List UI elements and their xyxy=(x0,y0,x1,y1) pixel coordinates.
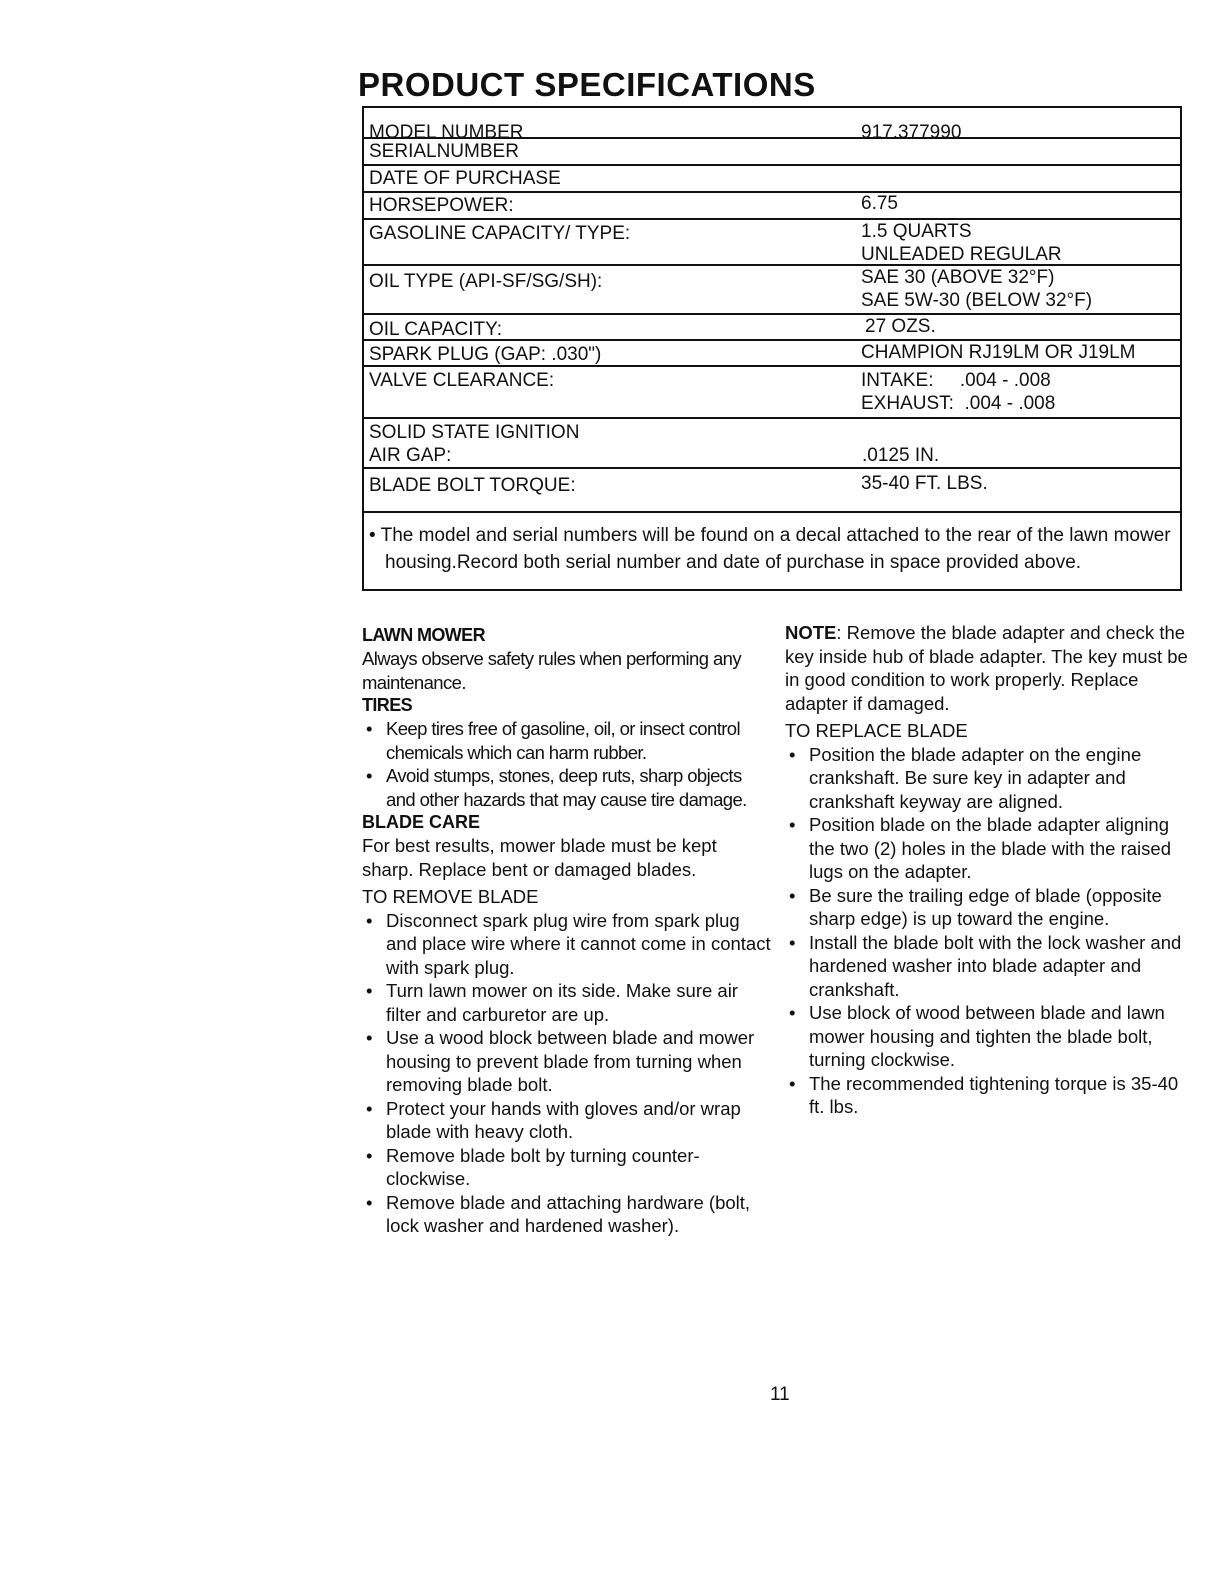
list-item: • Avoid stumps, stones, deep ruts, sharp objects and other hazards that may cause tire damage. xyxy=(362,764,772,811)
spec-value: 35-40 FT. LBS. xyxy=(861,473,988,494)
spec-label: MODEL NUMBER xyxy=(369,122,524,143)
remove-blade-list xyxy=(362,909,772,1238)
spec-value: CHAMPION RJ19LM OR J19LM xyxy=(861,342,1136,363)
spec-row-valve-clearance xyxy=(364,367,1180,419)
spec-value: 1.5 QUARTS UNLEADED REGULAR xyxy=(861,221,1062,265)
list-item: • Position the blade adapter on the engine crankshaft. Be sure key in adapter and crankshaft keyway are aligned. xyxy=(785,743,1195,814)
note-text: : Remove the blade adapter and check the key inside hub of blade adapter. The key must be in good condition to work properly. Replace adapter if damaged. xyxy=(785,622,1188,714)
remove-blade-heading: TO REMOVE BLADE xyxy=(362,886,539,907)
note-label: NOTE xyxy=(785,622,837,643)
spec-row-model-number xyxy=(364,108,1180,143)
spec-row-oil-type xyxy=(364,266,1180,315)
spec-value: 6.75 xyxy=(861,193,898,214)
spec-row-date-of-purchase xyxy=(364,166,1180,193)
spec-value: 27 OZS. xyxy=(865,316,936,337)
blade-care-heading: BLADE CARE xyxy=(362,812,481,832)
spec-row-serial-number xyxy=(364,139,1180,166)
list-item: • Use a wood block between blade and mower housing to prevent blade from turning when removing blade bolt. xyxy=(362,1026,772,1097)
lawn-mower-intro: Always observe safety rules when performing any maintenance. xyxy=(362,648,741,693)
spec-note xyxy=(364,513,1180,589)
replace-blade-list xyxy=(785,743,1195,1119)
spec-label: DATE OF PURCHASE xyxy=(369,168,561,189)
spec-row-blade-bolt-torque xyxy=(364,469,1180,513)
spec-row-horsepower xyxy=(364,193,1180,220)
list-item: • Keep tires free of gasoline, oil, or insect control chemicals which can harm rubber. xyxy=(362,717,772,764)
list-item: • Turn lawn mower on its side. Make sure air filter and carburetor are up. xyxy=(362,979,772,1026)
tires-list xyxy=(362,717,772,811)
spec-label: BLADE BOLT TORQUE: xyxy=(369,475,576,496)
spec-value: 917.377990 xyxy=(861,122,962,143)
list-item: • Protect your hands with gloves and/or wrap blade with heavy cloth. xyxy=(362,1097,772,1144)
left-column xyxy=(362,624,772,1238)
list-item: • The recommended tightening torque is 35-40 ft. lbs. xyxy=(785,1072,1195,1119)
spec-label: SOLID STATE IGNITION AIR GAP: xyxy=(369,422,580,466)
spec-row-oil-capacity xyxy=(364,315,1180,341)
spec-row-ignition-air-gap xyxy=(364,419,1180,469)
spec-label: GASOLINE CAPACITY/ TYPE: xyxy=(369,223,631,244)
spec-label: HORSEPOWER: xyxy=(369,195,514,216)
right-column xyxy=(785,621,1195,1119)
specifications-table xyxy=(362,106,1182,591)
spec-label: SPARK PLUG (GAP: .030") xyxy=(369,344,602,365)
spec-value: INTAKE: .004 - .008 EXHAUST: .004 - .008 xyxy=(861,370,1056,414)
note-paragraph xyxy=(785,621,1195,715)
spec-row-spark-plug xyxy=(364,341,1180,367)
list-item: • Be sure the trailing edge of blade (opposite sharp edge) is up toward the engine. xyxy=(785,884,1195,931)
list-item: • Disconnect spark plug wire from spark plug and place wire where it cannot come in contact with spark plug. xyxy=(362,909,772,980)
tires-heading: TIRES xyxy=(362,695,413,715)
spec-value: SAE 30 (ABOVE 32°F) SAE 5W-30 (BELOW 32°F) xyxy=(861,267,1093,311)
spec-note-text: • The model and serial numbers will be found on a decal attached to the rear of the lawn mower housing.Record both serial number and date of purchase in space provided above. xyxy=(369,525,1171,573)
blade-care-text: For best results, mower blade must be kept sharp. Replace bent or damaged blades. xyxy=(362,835,717,880)
replace-blade-heading: TO REPLACE BLADE xyxy=(785,720,968,741)
list-item: • Use block of wood between blade and lawn mower housing and tighten the blade bolt, turning clockwise. xyxy=(785,1001,1195,1072)
list-item: • Position blade on the blade adapter aligning the two (2) holes in the blade with the raised lugs on the adapter. xyxy=(785,813,1195,884)
page-number: 11 xyxy=(770,1384,790,1405)
list-item: • Install the blade bolt with the lock washer and hardened washer into blade adapter and crankshaft. xyxy=(785,931,1195,1002)
spec-label: OIL CAPACITY: xyxy=(369,319,503,340)
lawn-mower-heading: LAWN MOWER xyxy=(362,625,485,645)
spec-label: OIL TYPE (API-SF/SG/SH): xyxy=(369,271,603,292)
page-title: PRODUCT SPECIFICATIONS xyxy=(358,66,816,103)
spec-row-gasoline-capacity xyxy=(364,220,1180,266)
spec-value: .0125 IN. xyxy=(862,445,940,466)
list-item: • Remove blade and attaching hardware (bolt, lock washer and hardened washer). xyxy=(362,1191,772,1238)
spec-label: SERIALNUMBER xyxy=(369,141,519,162)
spec-label: VALVE CLEARANCE: xyxy=(369,370,555,391)
list-item: • Remove blade bolt by turning counter-clockwise. xyxy=(362,1144,772,1191)
